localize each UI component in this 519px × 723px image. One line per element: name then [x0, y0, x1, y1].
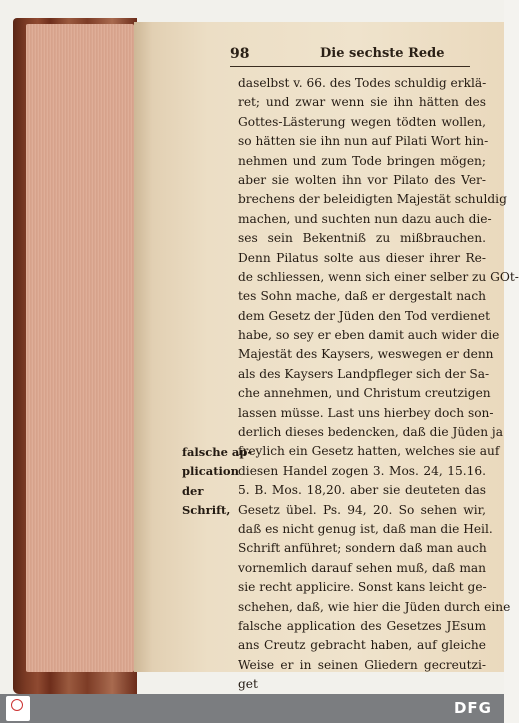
- catchword: get: [238, 677, 258, 692]
- marginal-note-line: der: [182, 483, 204, 498]
- text-line: che annehmen, und Christum creutzigen: [238, 386, 491, 401]
- text-line: dem Gesetz der Jüden den Tod verdienet: [238, 308, 490, 323]
- text-line: habe, so sey er eben damit auch wider die: [238, 328, 500, 343]
- text-line: Gesetz übel. Ps. 94, 20. So sehen wir,: [238, 502, 486, 517]
- marginal-note-line: plication: [182, 464, 239, 479]
- text-line: so hätten sie ihn nun auf Pilati Wort hin-: [238, 134, 489, 149]
- viewer-footer: [0, 694, 504, 723]
- marginal-note-line: falsche ap-: [182, 445, 253, 459]
- header-rule: [230, 66, 470, 67]
- text-line: derlich dieses bedencken, daß die Jüden ja: [238, 425, 503, 440]
- page-edges: [26, 24, 134, 672]
- running-title: Die sechste Rede: [320, 46, 445, 61]
- text-line: 5. B. Mos. 18,20. aber sie deuteten das: [238, 483, 486, 498]
- text-line: ans Creutz gebracht haben, auf gleiche: [238, 638, 486, 653]
- text-line: Majestät des Kaysers, weswegen er denn: [238, 347, 494, 362]
- text-line: lassen müsse. Last uns hierbey doch son-: [238, 405, 494, 420]
- text-line: de schliessen, wenn sich einer selber zu GOt-: [238, 269, 519, 284]
- text-line: sie recht applicire. Sonst kans leicht ge-: [238, 580, 487, 595]
- text-line: Gottes-Lästerung wegen tödten wollen,: [238, 114, 486, 129]
- text-line: vornemlich darauf sehen muß, daß man: [238, 560, 486, 575]
- text-line: machen, und suchten nun dazu auch die-: [238, 211, 492, 226]
- text-line: tes Sohn mache, daß er dergestalt nach: [238, 289, 486, 304]
- page-number: 98: [230, 46, 250, 62]
- text-line: daselbst v. 66. des Todes schuldig erklä-: [238, 76, 487, 90]
- text-line: daß es nicht genug ist, daß man die Heil.: [238, 521, 493, 536]
- text-line: als des Kaysers Landpfleger sich der Sa-: [238, 366, 490, 381]
- text-line: Schrift anführet; sondern daß man auch: [238, 541, 487, 556]
- text-line: diesen Handel zogen 3. Mos. 24, 15.16.: [238, 463, 486, 478]
- text-line: ret; und zwar wenn sie ihn hätten des: [238, 95, 486, 110]
- library-logo-icon: [6, 696, 30, 721]
- body-text: [238, 74, 519, 695]
- text-line: aber sie wolten ihn vor Pilato des Ver-: [238, 172, 486, 187]
- text-line: ses sein Bekentniß zu mißbrauchen.: [238, 231, 486, 246]
- text-line: falsche application des Gesetzes JEsum: [238, 618, 486, 633]
- text-line: brechens der beleidigten Majestät schuldig: [238, 192, 507, 207]
- text-line: Denn Pilatus solte aus dieser ihrer Re-: [238, 250, 486, 265]
- text-line: nehmen und zum Tode bringen mögen;: [238, 153, 486, 168]
- text-line: schehen, daß, wie hier die Jüden durch eine: [238, 599, 511, 614]
- text-line: Weise er in seinen Gliedern gecreutzi-: [238, 657, 486, 672]
- dfg-logo: DFG: [453, 699, 492, 717]
- marginal-note-line: Schrift,: [182, 503, 231, 518]
- marginal-note: [182, 443, 253, 521]
- page-header: [230, 46, 470, 66]
- text-line: freylich ein Gesetz hatten, welches sie auf: [238, 444, 500, 459]
